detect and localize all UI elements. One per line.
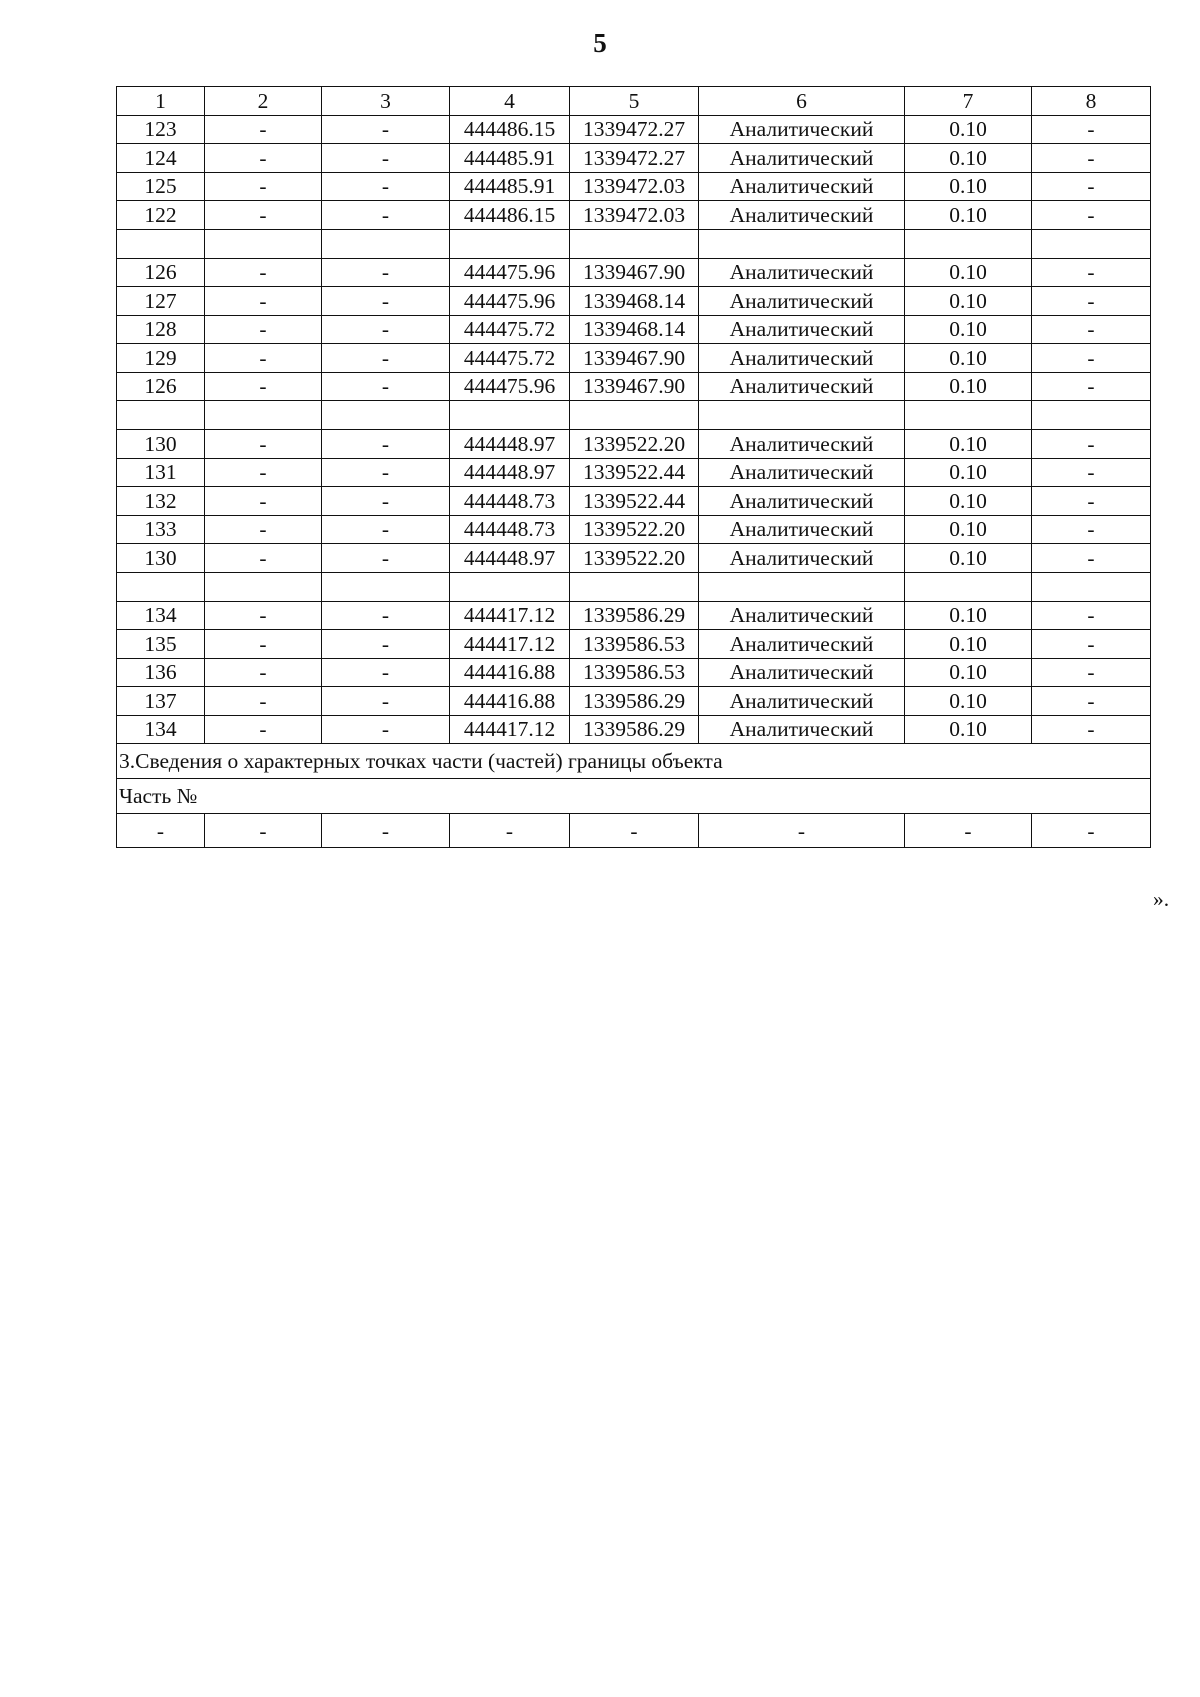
- table-cell: 122: [117, 201, 205, 230]
- table-cell: -: [322, 287, 450, 316]
- table-cell: -: [1032, 258, 1151, 287]
- table-cell: 1339522.20: [570, 544, 699, 573]
- table-row: [117, 201, 1151, 230]
- table-cell: 0.10: [905, 687, 1032, 716]
- table-cell: Аналитический: [699, 544, 905, 573]
- table-cell: 129: [117, 344, 205, 373]
- spacer-row: [117, 401, 1151, 430]
- table-cell: 444448.97: [450, 544, 570, 573]
- table-cell: -: [322, 601, 450, 630]
- table-cell: -: [322, 115, 450, 144]
- table-cell: 1339586.29: [570, 601, 699, 630]
- table-cell: 0.10: [905, 258, 1032, 287]
- table-cell: Аналитический: [699, 458, 905, 487]
- table-cell: Аналитический: [699, 515, 905, 544]
- table-cell: -: [450, 814, 570, 848]
- table-cell: 1339586.53: [570, 630, 699, 659]
- table-cell: 128: [117, 315, 205, 344]
- table-cell: 0.10: [905, 515, 1032, 544]
- table-cell: -: [322, 258, 450, 287]
- table-cell: -: [1032, 515, 1151, 544]
- table-cell: -: [1032, 315, 1151, 344]
- table-cell: Аналитический: [699, 430, 905, 459]
- table-cell: Аналитический: [699, 630, 905, 659]
- header-cell: 6: [699, 87, 905, 116]
- table-row: [117, 372, 1151, 401]
- table-cell: -: [205, 287, 322, 316]
- table-cell: -: [322, 814, 450, 848]
- table-cell: -: [205, 430, 322, 459]
- table-cell: Аналитический: [699, 287, 905, 316]
- table-cell: 444417.12: [450, 630, 570, 659]
- table-cell: -: [1032, 430, 1151, 459]
- table-cell: Аналитический: [699, 201, 905, 230]
- table-cell: 444485.91: [450, 144, 570, 173]
- table-cell: [117, 572, 205, 601]
- table-cell: 123: [117, 115, 205, 144]
- table-row: [117, 430, 1151, 459]
- table-cell: -: [1032, 344, 1151, 373]
- table-cell: -: [205, 115, 322, 144]
- table-cell: [905, 401, 1032, 430]
- table-cell: -: [205, 814, 322, 848]
- table-cell: 130: [117, 430, 205, 459]
- header-cell: 2: [205, 87, 322, 116]
- table-row: [117, 687, 1151, 716]
- table-cell: -: [322, 458, 450, 487]
- table-cell: 444417.12: [450, 601, 570, 630]
- table-cell: 0.10: [905, 487, 1032, 516]
- table-cell: [699, 572, 905, 601]
- header-row: [117, 87, 1151, 116]
- table-cell: -: [205, 687, 322, 716]
- table-cell: -: [205, 315, 322, 344]
- table-cell: Аналитический: [699, 715, 905, 744]
- table-cell: 444448.73: [450, 515, 570, 544]
- table-cell: [905, 572, 1032, 601]
- header-cell: 8: [1032, 87, 1151, 116]
- table-cell: -: [1032, 172, 1151, 201]
- table-cell: -: [205, 544, 322, 573]
- table-cell: -: [322, 487, 450, 516]
- table-cell: -: [1032, 814, 1151, 848]
- table-row: [117, 601, 1151, 630]
- table-row: [117, 258, 1151, 287]
- table-cell: 444485.91: [450, 172, 570, 201]
- table-row: [117, 715, 1151, 744]
- header-cell: 5: [570, 87, 699, 116]
- table-cell: 0.10: [905, 458, 1032, 487]
- table-cell: -: [1032, 458, 1151, 487]
- table-cell: 444416.88: [450, 687, 570, 716]
- table-cell: 1339586.29: [570, 687, 699, 716]
- table-cell: 0.10: [905, 715, 1032, 744]
- table-cell: Аналитический: [699, 344, 905, 373]
- table-cell: 1339522.20: [570, 430, 699, 459]
- table-cell: [699, 401, 905, 430]
- table-cell: -: [322, 172, 450, 201]
- table-row: [117, 315, 1151, 344]
- table-cell: 124: [117, 144, 205, 173]
- table-cell: 133: [117, 515, 205, 544]
- table-cell: Аналитический: [699, 115, 905, 144]
- table-cell: [570, 572, 699, 601]
- table-cell: [117, 229, 205, 258]
- table-cell: [1032, 401, 1151, 430]
- page-number: 5: [593, 28, 607, 58]
- table-cell: 1339522.44: [570, 487, 699, 516]
- table-cell: -: [205, 715, 322, 744]
- table-cell: [322, 572, 450, 601]
- table-cell: -: [322, 715, 450, 744]
- table-cell: 135: [117, 630, 205, 659]
- table-cell: 444475.72: [450, 344, 570, 373]
- table-cell: 0.10: [905, 315, 1032, 344]
- empty-data-row: [117, 814, 1151, 848]
- table-cell: 1339472.27: [570, 144, 699, 173]
- table-cell: [322, 229, 450, 258]
- table-cell: 444416.88: [450, 658, 570, 687]
- table-row: [117, 658, 1151, 687]
- closing-quote-mark: ».: [1153, 887, 1170, 911]
- table-row: [117, 544, 1151, 573]
- table-cell: [205, 572, 322, 601]
- table-cell: -: [1032, 630, 1151, 659]
- table-cell: -: [322, 430, 450, 459]
- table-cell: Аналитический: [699, 601, 905, 630]
- table-cell: -: [205, 630, 322, 659]
- table-row: [117, 458, 1151, 487]
- table-cell: Аналитический: [699, 172, 905, 201]
- table-cell: Аналитический: [699, 258, 905, 287]
- table-row: [117, 115, 1151, 144]
- table-row: [117, 172, 1151, 201]
- table-body: [117, 87, 1151, 848]
- table-cell: [450, 401, 570, 430]
- table-cell: -: [1032, 544, 1151, 573]
- table-cell: -: [322, 630, 450, 659]
- table-cell: Аналитический: [699, 487, 905, 516]
- table-cell: 1339472.03: [570, 201, 699, 230]
- table-cell: 0.10: [905, 144, 1032, 173]
- table-cell: [117, 401, 205, 430]
- table-cell: 1339467.90: [570, 258, 699, 287]
- table-cell: -: [1032, 715, 1151, 744]
- table-cell: 444475.72: [450, 315, 570, 344]
- table-cell: -: [1032, 601, 1151, 630]
- table-cell: -: [322, 201, 450, 230]
- table-row: [117, 287, 1151, 316]
- header-cell: 1: [117, 87, 205, 116]
- table-cell: -: [205, 258, 322, 287]
- table-cell: -: [205, 172, 322, 201]
- header-cell: 4: [450, 87, 570, 116]
- table-cell: 444486.15: [450, 115, 570, 144]
- table-cell: [450, 572, 570, 601]
- table-cell: [1032, 229, 1151, 258]
- table-cell: [450, 229, 570, 258]
- table-cell: 1339522.44: [570, 458, 699, 487]
- table-cell: 134: [117, 715, 205, 744]
- spacer-row: [117, 572, 1151, 601]
- table-cell: -: [905, 814, 1032, 848]
- table-cell: -: [1032, 372, 1151, 401]
- table-cell: [322, 401, 450, 430]
- header-cell: 7: [905, 87, 1032, 116]
- table-cell: 1339468.14: [570, 315, 699, 344]
- table-cell: -: [205, 372, 322, 401]
- table-cell: 137: [117, 687, 205, 716]
- table-cell: 1339467.90: [570, 344, 699, 373]
- table-cell: -: [322, 687, 450, 716]
- table-cell: -: [205, 487, 322, 516]
- table-cell: 444448.73: [450, 487, 570, 516]
- table-cell: Аналитический: [699, 372, 905, 401]
- table-cell: 1339472.03: [570, 172, 699, 201]
- table-cell: 136: [117, 658, 205, 687]
- table-cell: 1339472.27: [570, 115, 699, 144]
- table-cell: 0.10: [905, 630, 1032, 659]
- table-cell: -: [322, 658, 450, 687]
- table-cell: [699, 229, 905, 258]
- table-cell: 0.10: [905, 544, 1032, 573]
- table-cell: 1339467.90: [570, 372, 699, 401]
- table-cell: -: [205, 344, 322, 373]
- table-cell: 126: [117, 258, 205, 287]
- section-title: 3.Сведения о характерных точках части (частей) границы объекта: [117, 744, 1151, 779]
- table-cell: 1339468.14: [570, 287, 699, 316]
- table-cell: 0.10: [905, 372, 1032, 401]
- table-cell: 1339522.20: [570, 515, 699, 544]
- table-cell: -: [205, 201, 322, 230]
- table-cell: -: [1032, 201, 1151, 230]
- table-cell: 444448.97: [450, 458, 570, 487]
- table-cell: -: [570, 814, 699, 848]
- table-row: [117, 630, 1151, 659]
- table-row: [117, 515, 1151, 544]
- table-cell: -: [205, 144, 322, 173]
- table-cell: 0.10: [905, 287, 1032, 316]
- table-cell: [205, 229, 322, 258]
- table-cell: -: [1032, 144, 1151, 173]
- table-cell: 127: [117, 287, 205, 316]
- table-cell: [905, 229, 1032, 258]
- table-cell: Аналитический: [699, 315, 905, 344]
- table-cell: 444475.96: [450, 372, 570, 401]
- table-cell: 130: [117, 544, 205, 573]
- table-cell: Аналитический: [699, 144, 905, 173]
- table-cell: 1339586.53: [570, 658, 699, 687]
- table-cell: Аналитический: [699, 658, 905, 687]
- table-cell: 0.10: [905, 115, 1032, 144]
- table-cell: -: [322, 144, 450, 173]
- table-cell: 0.10: [905, 601, 1032, 630]
- table-cell: 1339586.29: [570, 715, 699, 744]
- table-cell: -: [1032, 115, 1151, 144]
- table-cell: -: [205, 515, 322, 544]
- table-cell: [205, 401, 322, 430]
- table-cell: -: [322, 544, 450, 573]
- table-cell: 134: [117, 601, 205, 630]
- table-cell: 444475.96: [450, 258, 570, 287]
- table-cell: [570, 229, 699, 258]
- table-cell: -: [1032, 658, 1151, 687]
- table-cell: Аналитический: [699, 687, 905, 716]
- table-cell: 0.10: [905, 344, 1032, 373]
- table-cell: [1032, 572, 1151, 601]
- coordinates-table: [116, 86, 1151, 848]
- table-cell: -: [117, 814, 205, 848]
- table-row: [117, 144, 1151, 173]
- table-row: [117, 487, 1151, 516]
- spacer-row: [117, 229, 1151, 258]
- table-cell: -: [322, 372, 450, 401]
- table-cell: 0.10: [905, 430, 1032, 459]
- table-cell: 444417.12: [450, 715, 570, 744]
- table-cell: -: [322, 315, 450, 344]
- table-cell: -: [205, 458, 322, 487]
- table-cell: 125: [117, 172, 205, 201]
- table-cell: -: [1032, 687, 1151, 716]
- table-cell: -: [205, 658, 322, 687]
- table-cell: 132: [117, 487, 205, 516]
- table-cell: -: [1032, 287, 1151, 316]
- table-cell: -: [1032, 487, 1151, 516]
- part-number-label: Часть №: [117, 779, 1151, 814]
- section-title-row: [117, 744, 1151, 779]
- table-cell: 0.10: [905, 172, 1032, 201]
- header-cell: 3: [322, 87, 450, 116]
- table-cell: -: [205, 601, 322, 630]
- table-cell: 444486.15: [450, 201, 570, 230]
- part-number-row: [117, 779, 1151, 814]
- table-cell: [570, 401, 699, 430]
- table-row: [117, 344, 1151, 373]
- table-cell: 0.10: [905, 201, 1032, 230]
- table-cell: 0.10: [905, 658, 1032, 687]
- table-cell: 131: [117, 458, 205, 487]
- table-cell: -: [322, 515, 450, 544]
- table-cell: 444448.97: [450, 430, 570, 459]
- table-cell: 444475.96: [450, 287, 570, 316]
- table-cell: 126: [117, 372, 205, 401]
- table-cell: -: [699, 814, 905, 848]
- table-cell: -: [322, 344, 450, 373]
